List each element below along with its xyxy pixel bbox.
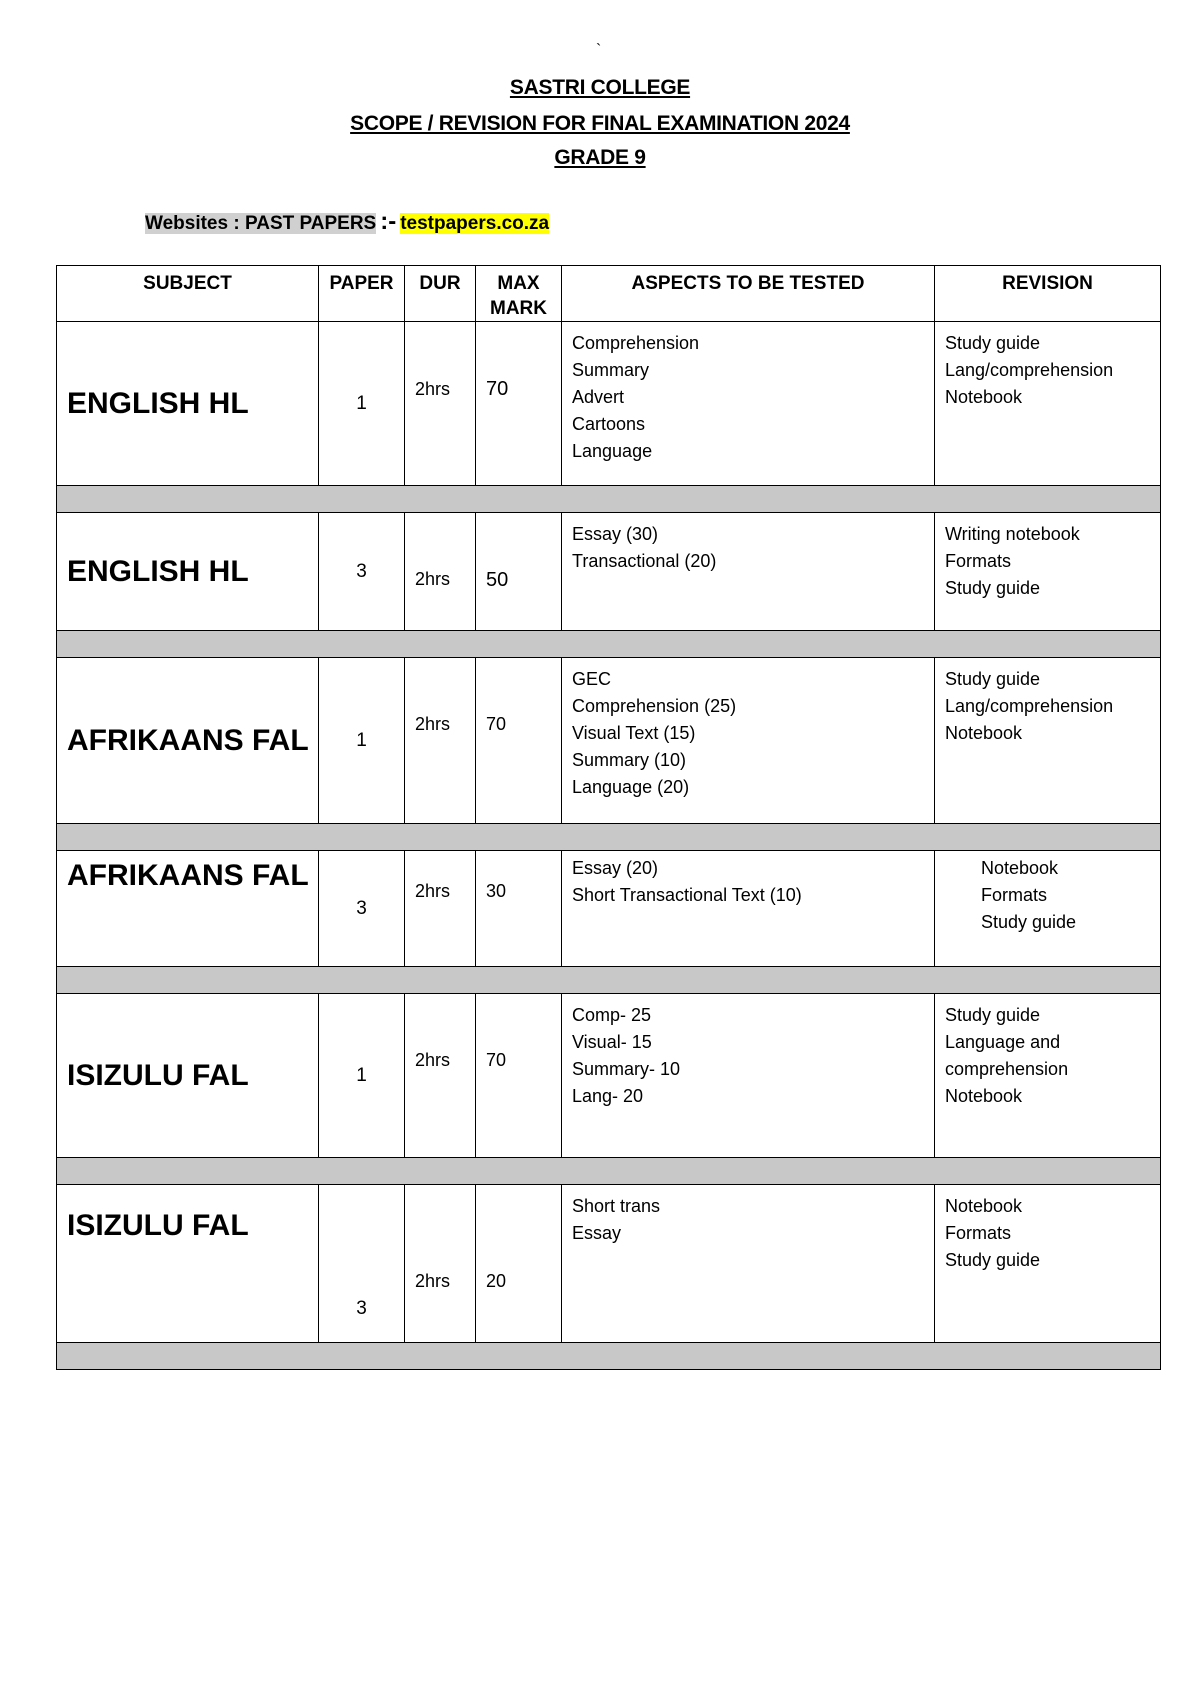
header-revision: REVISION [935,266,1161,322]
revision-cell [935,513,1161,631]
aspects-cell [562,322,935,486]
separator-row [57,486,1161,513]
aspect-item: Essay [572,1223,622,1244]
separator-row [57,824,1161,851]
paper-cell: 3 [319,513,405,631]
revision-item: Writing notebook [945,524,1080,545]
aspect-item: Summary [572,360,650,381]
aspect-item: Short trans [572,1196,661,1217]
header-paper: PAPER [319,266,405,322]
revision-cell [935,322,1161,486]
revision-item: Study guide [981,912,1077,933]
separator-row [57,967,1161,994]
separator-cell [57,967,1161,994]
revision-item: Study guide [945,1005,1041,1026]
revision-item: comprehension [945,1059,1069,1080]
revision-item: Study guide [945,1250,1041,1271]
separator-row [57,1158,1161,1185]
aspect-item: Comp- 25 [572,1005,652,1026]
aspect-item: Lang- 20 [572,1086,644,1107]
aspects-cell [562,851,935,967]
subject-cell: ENGLISH HL [57,513,319,631]
websites-line [145,208,549,236]
dur-cell: 2hrs [405,658,476,824]
scope-title: SCOPE / REVISION FOR FINAL EXAMINATION 2024 [350,112,850,135]
paper-cell: 1 [319,322,405,486]
paper-cell: 3 [319,851,405,967]
websites-separator: :- [380,208,397,235]
grade-title: GRADE 9 [554,146,646,169]
aspect-item: Language [572,441,653,462]
aspects-cell [562,658,935,824]
revision-item: Formats [945,551,1012,572]
websites-label: Websites : PAST PAPERS [145,213,377,234]
separator-row [57,631,1161,658]
revision-item: Study guide [945,578,1041,599]
aspect-item: GEC [572,669,612,690]
aspect-item: Comprehension [572,333,700,354]
aspect-item: Cartoons [572,414,646,435]
revision-cell [935,1185,1161,1343]
table-header-row [57,266,1161,322]
revision-item: Formats [981,885,1048,906]
max-mark-cell: 20 [476,1185,562,1343]
aspect-item: Visual Text (15) [572,723,696,744]
separator-row [57,1343,1161,1370]
header-dur: DUR [405,266,476,322]
header-max-mark: MAX MARK [476,266,562,322]
revision-item: Lang/comprehension [945,360,1114,381]
aspect-item: Essay (30) [572,524,659,545]
aspect-item: Comprehension (25) [572,696,737,717]
max-mark-cell: 70 [476,322,562,486]
revision-item: Notebook [945,1086,1023,1107]
revision-cell [935,658,1161,824]
max-mark-cell: 70 [476,658,562,824]
separator-cell [57,486,1161,513]
aspect-item: Essay (20) [572,858,659,879]
separator-cell [57,631,1161,658]
dur-cell: 2hrs [405,994,476,1158]
separator-cell [57,1343,1161,1370]
aspects-cell [562,513,935,631]
dur-cell: 2hrs [405,322,476,486]
revision-cell [935,851,1161,967]
revision-item: Study guide [945,669,1041,690]
revision-cell [935,994,1161,1158]
aspect-item: Advert [572,387,625,408]
aspect-item: Transactional (20) [572,551,717,572]
aspect-item: Summary- 10 [572,1059,681,1080]
aspects-cell [562,1185,935,1343]
max-mark-cell: 50 [476,513,562,631]
revision-item: Notebook [945,387,1023,408]
aspects-cell [562,994,935,1158]
revision-item: Lang/comprehension [945,696,1114,717]
subject-cell: AFRIKAANS FAL [57,658,319,824]
revision-item: Notebook [945,1196,1023,1217]
scope-table [56,265,1161,1370]
school-title: SASTRI COLLEGE [509,76,691,99]
max-mark-cell: 70 [476,994,562,1158]
aspect-item: Language (20) [572,777,690,798]
revision-item: Study guide [945,333,1041,354]
revision-item: Notebook [981,858,1059,879]
aspect-item: Visual- 15 [572,1032,652,1053]
table-row [57,513,1161,631]
separator-cell [57,1158,1161,1185]
paper-cell: 1 [319,658,405,824]
header-subject: SUBJECT [57,266,319,322]
table-row [57,851,1161,967]
separator-cell [57,824,1161,851]
subject-cell: ENGLISH HL [57,322,319,486]
paper-cell: 3 [319,1185,405,1343]
max-mark-cell: 30 [476,851,562,967]
aspect-item: Summary (10) [572,750,687,771]
website-link[interactable]: testpapers.co.za [400,213,550,234]
dur-cell: 2hrs [405,1185,476,1343]
dur-cell: 2hrs [405,851,476,967]
paper-cell: 1 [319,994,405,1158]
revision-item: Language and [945,1032,1061,1053]
aspect-item: Short Transactional Text (10) [572,885,802,906]
revision-item: Notebook [945,723,1023,744]
top-mark: ` [596,42,602,59]
subject-cell: ISIZULU FAL [57,994,319,1158]
table-row [57,994,1161,1158]
table-row [57,322,1161,486]
subject-cell: ISIZULU FAL [57,1185,319,1343]
table-row [57,1185,1161,1343]
subject-cell: AFRIKAANS FAL [57,851,319,967]
table-row [57,658,1161,824]
dur-cell: 2hrs [405,513,476,631]
revision-item: Formats [945,1223,1012,1244]
header-aspects: ASPECTS TO BE TESTED [562,266,935,322]
